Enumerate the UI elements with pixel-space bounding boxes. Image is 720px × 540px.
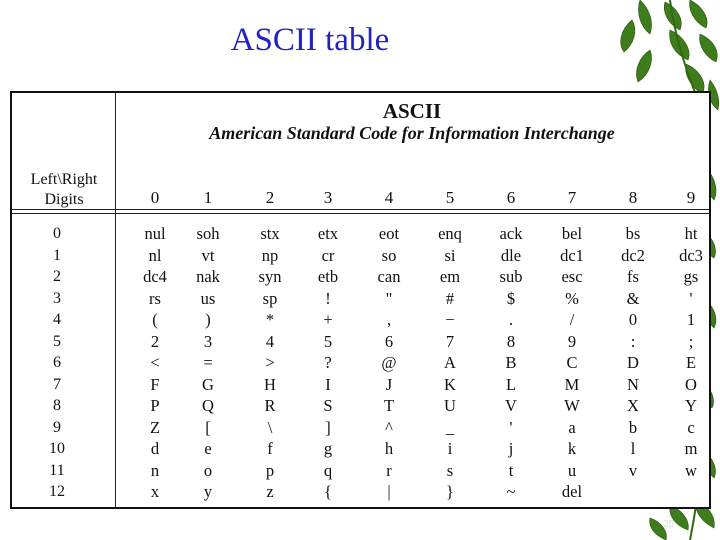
table-cell: ' — [689, 288, 693, 308]
table-cell: bs — [625, 224, 641, 243]
table-cell: | — [387, 482, 391, 501]
table-cell: fs — [627, 267, 639, 286]
row-header: 6 — [53, 354, 61, 371]
table-cell: ( — [152, 310, 158, 329]
row-header: 12 — [49, 483, 65, 500]
table-cell: dc1 — [560, 245, 584, 265]
table-cell: cr — [321, 245, 335, 265]
table-cell: b — [628, 417, 638, 437]
table-cell: ^ — [385, 417, 393, 437]
table-cell: soh — [196, 224, 220, 243]
table-cell: 3 — [203, 331, 213, 351]
table-cell: etb — [317, 267, 339, 286]
table-cell: L — [505, 374, 517, 394]
table-cell: D — [627, 353, 639, 372]
table-cell: g — [323, 439, 333, 458]
table-cell: H — [264, 374, 276, 394]
table-cell: : — [630, 331, 636, 351]
corner-label — [14, 170, 114, 210]
row-header: 11 — [49, 461, 65, 479]
table-cell: P — [150, 396, 160, 415]
table-cell: % — [565, 288, 579, 308]
table-cell: so — [381, 245, 397, 265]
table-cell: J — [385, 374, 393, 394]
table-cell: q — [323, 460, 333, 480]
table-cell: M — [564, 374, 580, 394]
page-number: 25 — [663, 519, 675, 530]
table-cell: _ — [445, 417, 455, 437]
row-header: 2 — [53, 268, 61, 285]
table-cell: = — [203, 353, 213, 372]
table-cell: d — [150, 439, 160, 458]
table-subheading: American Standard Code for Information Interchange — [209, 123, 615, 143]
table-cell: [ — [205, 417, 211, 437]
row-header: 9 — [53, 418, 61, 436]
table-cell: syn — [258, 267, 282, 286]
table-cell: dc3 — [679, 245, 703, 265]
table-cell: 9 — [567, 331, 577, 351]
table-cell: r — [386, 460, 392, 480]
table-cell: E — [685, 353, 697, 372]
column-header: 8 — [628, 188, 638, 207]
table-cell: c — [687, 417, 695, 437]
table-cell: W — [564, 396, 580, 415]
column-header: 3 — [323, 188, 333, 207]
corner-label-line1: Left\Right — [30, 171, 98, 188]
table-cell: e — [204, 439, 212, 458]
table-cell: Q — [202, 396, 214, 415]
column-header: 2 — [265, 188, 275, 207]
table-cell: ; — [688, 331, 694, 351]
column-header: 6 — [506, 188, 516, 207]
table-cell: a — [568, 417, 576, 437]
table-cell: vt — [201, 245, 215, 265]
table-cell: sub — [499, 267, 523, 286]
table-cell: y — [203, 482, 213, 501]
table-cell: $ — [506, 288, 516, 308]
table-cell: N — [627, 374, 639, 394]
table-cell: n — [150, 460, 160, 480]
table-cell: 5 — [323, 331, 333, 351]
table-cell: gs — [683, 267, 699, 286]
table-cell: 0 — [628, 310, 638, 329]
table-cell: ] — [325, 417, 331, 437]
table-cell: S — [323, 396, 333, 415]
table-cell: ) — [205, 310, 211, 329]
table-cell: v — [628, 460, 638, 480]
table-cell: ack — [499, 224, 523, 243]
ascii-table — [10, 91, 711, 509]
table-cell: m — [684, 439, 698, 458]
table-cell: R — [264, 396, 276, 415]
table-cell: o — [203, 460, 213, 480]
row-header: 10 — [49, 440, 65, 457]
column-header: 4 — [384, 188, 394, 207]
table-cell: − — [445, 310, 455, 329]
table-cell: z — [266, 482, 274, 501]
table-cell: Z — [149, 417, 161, 437]
table-cell: Y — [685, 396, 697, 415]
column-header: 9 — [686, 188, 696, 207]
table-cell: enq — [438, 224, 462, 243]
table-cell: dc4 — [143, 267, 167, 286]
table-cell: * — [265, 310, 275, 329]
table-cell: p — [265, 460, 275, 480]
table-cell: us — [200, 288, 216, 308]
table-cell: bel — [561, 224, 583, 243]
table-cell: @ — [381, 353, 397, 372]
table-cell: U — [444, 396, 456, 415]
table-cell: X — [627, 396, 639, 415]
table-cell: C — [566, 353, 578, 372]
table-cell: k — [567, 439, 577, 458]
table-cell: i — [447, 439, 453, 458]
table-cell: F — [150, 374, 160, 394]
table-cell: l — [630, 439, 636, 458]
table-cell: s — [446, 460, 454, 480]
table-cell: w — [685, 460, 697, 480]
table-cell: . — [508, 310, 514, 329]
table-cell: { — [324, 482, 332, 501]
row-header: 4 — [53, 311, 61, 328]
table-cell: esc — [561, 267, 583, 286]
table-cell: T — [383, 396, 395, 415]
corner-label-line2: Digits — [44, 191, 84, 208]
column-header: 1 — [203, 188, 213, 207]
table-cell: 7 — [445, 331, 455, 351]
table-cell: del — [561, 482, 583, 501]
table-cell: nul — [144, 224, 166, 243]
slide-title: ASCII table — [230, 22, 390, 58]
table-cell: } — [446, 482, 454, 501]
table-cell: em — [439, 267, 461, 286]
table-cell: sp — [262, 288, 278, 308]
table-cell: A — [444, 353, 456, 372]
table-cell: / — [569, 310, 575, 329]
table-cell: dc2 — [621, 245, 645, 265]
table-cell: I — [325, 374, 331, 394]
table-cell: K — [444, 374, 456, 394]
row-header: 5 — [53, 332, 61, 350]
table-cell: ht — [684, 224, 698, 243]
table-cell: j — [508, 439, 514, 458]
table-cell: u — [567, 460, 577, 480]
row-header: 3 — [53, 289, 61, 307]
table-cell: > — [265, 353, 275, 372]
table-cell: G — [202, 374, 214, 394]
table-cell: 4 — [265, 331, 275, 351]
column-header: 7 — [567, 188, 577, 207]
table-cell: < — [150, 353, 160, 372]
table-cell: h — [384, 439, 394, 458]
row-header: 0 — [53, 225, 61, 242]
table-cell: nl — [148, 245, 162, 265]
table-cell: \ — [267, 417, 273, 437]
table-cell: 6 — [384, 331, 394, 351]
table-cell: t — [508, 460, 514, 480]
table-cell: stx — [260, 224, 280, 243]
table-cell: can — [377, 267, 401, 286]
table-cell: V — [505, 396, 517, 415]
table-cell: O — [685, 374, 697, 394]
table-cell: & — [626, 288, 640, 308]
table-cell: 8 — [506, 331, 516, 351]
table-cell: ' — [509, 417, 513, 437]
table-cell: x — [150, 482, 160, 501]
header-rule-double — [12, 213, 709, 214]
column-header: 0 — [150, 188, 160, 207]
column-header: 5 — [445, 188, 455, 207]
table-cell: " — [385, 288, 393, 308]
table-cell: ~ — [506, 482, 516, 501]
table-cell: 2 — [150, 331, 160, 351]
table-heading: ASCII — [382, 99, 442, 123]
table-cell: B — [505, 353, 517, 372]
table-cell: , — [386, 310, 392, 329]
table-cell: ! — [325, 288, 331, 308]
row-header: 8 — [53, 397, 61, 414]
table-cell: rs — [149, 288, 161, 308]
table-cell: 1 — [686, 310, 696, 329]
table-cell: ? — [324, 353, 332, 372]
table-cell: np — [261, 245, 279, 265]
table-cell: # — [445, 288, 455, 308]
row-header: 1 — [53, 246, 61, 264]
table-cell: etx — [317, 224, 339, 243]
table-cell: f — [267, 439, 273, 458]
header-rule — [12, 209, 709, 210]
table-cell: nak — [196, 267, 220, 286]
table-cell: dle — [500, 245, 522, 265]
row-header-divider — [115, 93, 116, 507]
table-cell: si — [444, 245, 456, 265]
table-cell: eot — [378, 224, 400, 243]
row-header: 7 — [53, 375, 61, 393]
table-cell: + — [323, 310, 333, 329]
